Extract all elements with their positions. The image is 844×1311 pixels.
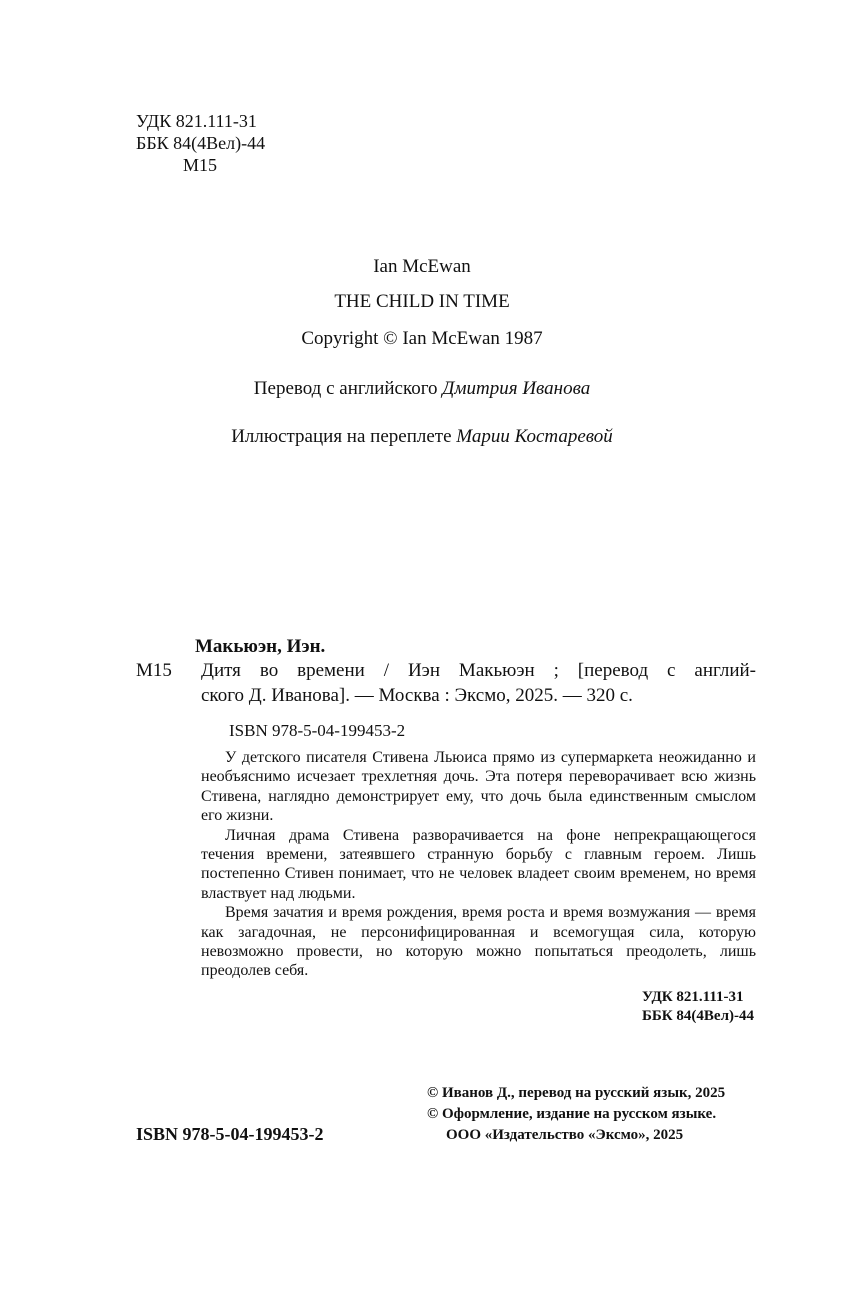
translation-credit: [0, 378, 844, 400]
entry-description-line1: Дитя во времени / Иэн Макьюэн ; [перевод с англий-: [201, 660, 756, 681]
original-title: THE CHILD IN TIME: [334, 291, 510, 312]
illustrator-name: Марии Костаревой: [456, 426, 613, 447]
bottom-classification-codes: [642, 988, 754, 1026]
entry-code: М15: [136, 660, 172, 681]
udk-code: УДК 821.111-31: [136, 111, 257, 131]
annotation-paragraph: Время зачатия и время рождения, время роста и время возмужания — время как загадочная, не персонифицированная и всемогущая сила, которую невозможно провести, но которую можно попытаться преодолеть, лишь преодолев себя.: [201, 904, 756, 980]
isbn-bottom: ISBN 978-5-04-199453-2: [136, 1124, 324, 1144]
entry-description-line2: ского Д. Иванова]. — Москва : Эксмо, 2025. — 320 с.: [201, 685, 633, 706]
annotation-paragraph: У детского писателя Стивена Льюиса прямо из супермаркета неожиданно и необъяснимо исчезает трехлетняя дочь. Эта потеря переворачивает всю жизнь Стивена, наглядно демонстрирует ему, что дочь была единственным смыслом его жизни.: [201, 749, 756, 825]
bottom-bbk-code: ББК 84(4Вел)-44: [641, 1008, 754, 1024]
bottom-udk-code: УДК 821.111-31: [641, 989, 744, 1005]
illustration-prefix: Иллюстрация на переплете: [231, 426, 457, 447]
classification-codes: [136, 110, 265, 176]
copyright-publisher: ООО «Издательство «Эксмо», 2025: [446, 1127, 684, 1143]
original-copyright: Copyright © Ian McEwan 1987: [301, 328, 543, 349]
bbk-code: ББК 84(4Вел)-44: [136, 133, 266, 153]
illustration-credit: [0, 426, 844, 448]
copyright-block: [427, 1083, 725, 1146]
copyright-translation: © Иванов Д., перевод на русский язык, 2025: [427, 1085, 726, 1101]
annotation-paragraph: Личная драма Стивена разворачивается на фоне непрекращающегося течения времени, затеявшего странную борьбу с главным героем. Лишь постепенно Стивен понимает, что не человек владеет своим временем, но время властвует над людьми.: [201, 826, 756, 902]
entry-author-heading: Макьюэн, Иэн.: [195, 636, 326, 657]
original-author: Ian McEwan: [373, 256, 471, 277]
entry-isbn: ISBN 978-5-04-199453-2: [229, 721, 406, 740]
author-mark: М15: [183, 155, 218, 175]
copyright-design: © Оформление, издание на русском языке.: [427, 1106, 717, 1122]
translation-prefix: Перевод с английского: [253, 378, 443, 399]
annotation: [201, 748, 756, 981]
translator-name: Дмитрия Иванова: [442, 378, 591, 399]
